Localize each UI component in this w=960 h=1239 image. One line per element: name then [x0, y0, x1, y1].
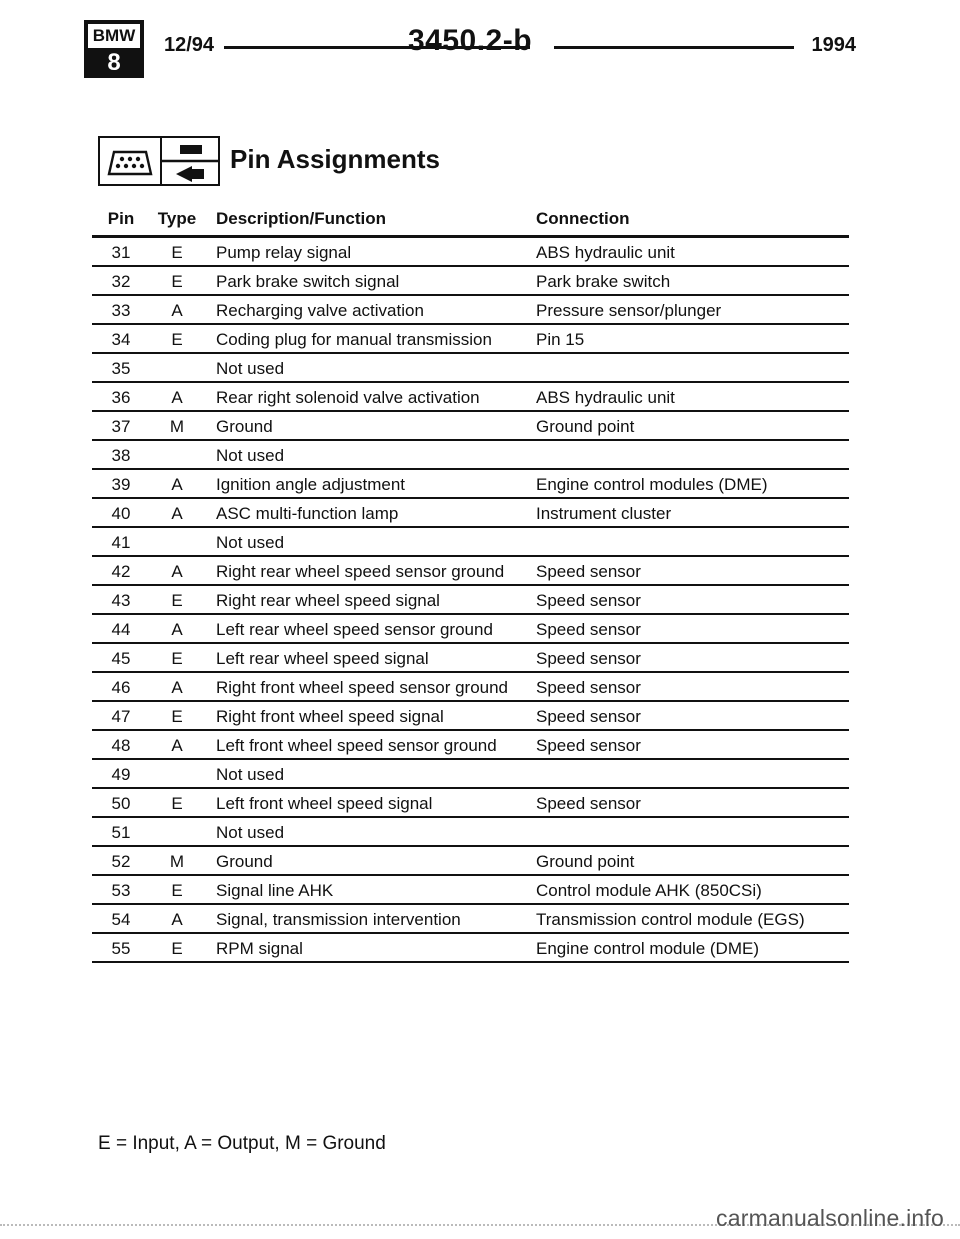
pin-cell: 36	[111, 388, 131, 407]
pin-cell: 43	[111, 591, 131, 610]
table-body	[92, 240, 849, 963]
table-row	[92, 559, 849, 586]
page-title: Pin Assignments	[230, 144, 440, 174]
column-header-pin: Pin	[107, 209, 135, 228]
table-row	[92, 907, 849, 934]
pin-cell: 33	[111, 301, 131, 320]
type-cell: E	[171, 794, 183, 813]
pin-assignment-table	[92, 205, 849, 963]
pin-cell: 47	[111, 707, 131, 726]
column-header-connection: Connection	[536, 209, 630, 228]
header-rule-right	[554, 46, 794, 49]
type-cell: E	[171, 881, 183, 900]
table-row	[92, 327, 849, 354]
connection-cell: ABS hydraulic unit	[536, 243, 675, 262]
table-row	[92, 617, 849, 644]
pin-cell: 54	[111, 910, 131, 929]
pin-cell: 45	[111, 649, 131, 668]
header-date: 12/94	[164, 34, 215, 56]
connection-cell: Engine control module (DME)	[536, 939, 759, 958]
control-module-icon	[98, 136, 162, 186]
table-row	[92, 704, 849, 731]
connection-cell: Speed sensor	[536, 678, 641, 697]
description-cell: Signal line AHK	[216, 881, 334, 900]
type-cell: A	[171, 301, 183, 320]
page-header	[84, 20, 856, 80]
description-cell: Right front wheel speed sensor ground	[216, 678, 509, 697]
type-cell: E	[171, 649, 183, 668]
pin-cell: 42	[111, 562, 131, 581]
pin-cell: 41	[111, 533, 131, 552]
type-cell: E	[171, 939, 183, 958]
pin-cell: 48	[111, 736, 131, 755]
description-cell: ASC multi-function lamp	[216, 504, 399, 523]
pin-cell: 34	[111, 330, 131, 349]
pin-cell: 53	[111, 881, 131, 900]
connection-cell: Speed sensor	[536, 707, 641, 726]
table-row	[92, 646, 849, 673]
description-cell: Right rear wheel speed sensor ground	[216, 562, 505, 581]
document-number: 3450.2-b	[407, 24, 533, 57]
connector-pin-icon	[160, 136, 220, 186]
connection-cell: Speed sensor	[536, 794, 641, 813]
connection-cell: Pressure sensor/plunger	[536, 301, 722, 320]
connection-cell: Park brake switch	[536, 272, 671, 291]
type-cell: E	[171, 591, 183, 610]
description-cell: Not used	[216, 823, 285, 842]
description-cell: Park brake switch signal	[216, 272, 400, 291]
pin-cell: 39	[111, 475, 131, 494]
pin-cell: 40	[111, 504, 131, 523]
type-cell: M	[169, 852, 185, 871]
column-header-description: Description/Function	[216, 209, 386, 228]
description-cell: Right rear wheel speed signal	[216, 591, 440, 610]
table-row	[92, 791, 849, 818]
connection-cell: Control module AHK (850CSi)	[536, 881, 762, 900]
table-row	[92, 356, 849, 383]
pin-cell: 35	[111, 359, 131, 378]
connection-cell: Transmission control module (EGS)	[536, 910, 805, 929]
pin-cell: 31	[111, 243, 131, 262]
table-row	[92, 588, 849, 615]
description-cell: Not used	[216, 446, 285, 465]
description-cell: Signal, transmission intervention	[216, 910, 461, 929]
logo-text: BMW	[88, 24, 140, 51]
description-cell: Rear right solenoid valve activation	[216, 388, 480, 407]
table-row	[92, 298, 849, 325]
pin-cell: 44	[111, 620, 131, 639]
description-cell: Left front wheel speed signal	[216, 794, 433, 813]
table-header	[92, 205, 849, 238]
footer-watermark: carmanualsonline.info	[716, 1205, 944, 1231]
connection-cell: Ground point	[536, 852, 635, 871]
type-cell: E	[171, 330, 183, 349]
table-row	[92, 675, 849, 702]
description-cell: Recharging valve activation	[216, 301, 424, 320]
series-number: 8	[88, 51, 140, 74]
description-cell: Not used	[216, 533, 285, 552]
connection-cell: ABS hydraulic unit	[536, 388, 675, 407]
type-legend: E = Input, A = Output, M = Ground	[98, 1133, 386, 1154]
connection-cell: Pin 15	[536, 330, 585, 349]
pin-cell: 32	[111, 272, 131, 291]
table-row	[92, 269, 849, 296]
description-cell: Ground	[216, 417, 273, 436]
pin-cell: 49	[111, 765, 131, 784]
pin-cell: 37	[111, 417, 131, 436]
description-cell: Not used	[216, 765, 285, 784]
description-cell: RPM signal	[216, 939, 303, 958]
description-cell: Right front wheel speed signal	[216, 707, 444, 726]
connection-cell: Speed sensor	[536, 736, 641, 755]
connection-cell: Speed sensor	[536, 620, 641, 639]
pin-cell: 55	[111, 939, 131, 958]
description-cell: Ground	[216, 852, 273, 871]
table-row	[92, 472, 849, 499]
connection-cell: Speed sensor	[536, 649, 641, 668]
type-cell: A	[171, 388, 183, 407]
table-row	[92, 530, 849, 557]
connection-cell: Ground point	[536, 417, 635, 436]
column-header-type: Type	[157, 209, 197, 228]
type-cell: A	[171, 475, 183, 494]
description-cell: Coding plug for manual transmission	[216, 330, 492, 349]
connection-cell: Speed sensor	[536, 591, 641, 610]
description-cell: Not used	[216, 359, 285, 378]
table-row	[92, 443, 849, 470]
table-row	[92, 878, 849, 905]
table-row	[92, 501, 849, 528]
description-cell: Ignition angle adjustment	[216, 475, 406, 494]
type-cell: A	[171, 910, 183, 929]
table-row	[92, 240, 849, 267]
description-cell: Left front wheel speed sensor ground	[216, 736, 497, 755]
type-cell: A	[171, 562, 183, 581]
description-cell: Pump relay signal	[216, 243, 352, 262]
type-cell: E	[171, 243, 183, 262]
type-cell: E	[171, 707, 183, 726]
description-cell: Left rear wheel speed signal	[216, 649, 429, 668]
type-cell: A	[171, 504, 183, 523]
pin-cell: 46	[111, 678, 131, 697]
table-row	[92, 936, 849, 963]
connection-cell: Engine control modules (DME)	[536, 475, 768, 494]
description-cell: Left rear wheel speed sensor ground	[216, 620, 493, 639]
pin-cell: 51	[111, 823, 131, 842]
type-cell: E	[171, 272, 183, 291]
connection-cell: Instrument cluster	[536, 504, 672, 523]
table-row	[92, 820, 849, 847]
table-row	[92, 733, 849, 760]
table-row	[92, 414, 849, 441]
table-row	[92, 385, 849, 412]
table-row	[92, 849, 849, 876]
pin-cell: 50	[111, 794, 131, 813]
table-row	[92, 762, 849, 789]
pin-cell: 38	[111, 446, 131, 465]
type-cell: M	[169, 417, 185, 436]
header-year: 1994	[811, 34, 856, 56]
type-cell: A	[171, 620, 183, 639]
type-cell: A	[171, 678, 183, 697]
pin-cell: 52	[111, 852, 131, 871]
type-cell: A	[171, 736, 183, 755]
connection-cell: Speed sensor	[536, 562, 641, 581]
